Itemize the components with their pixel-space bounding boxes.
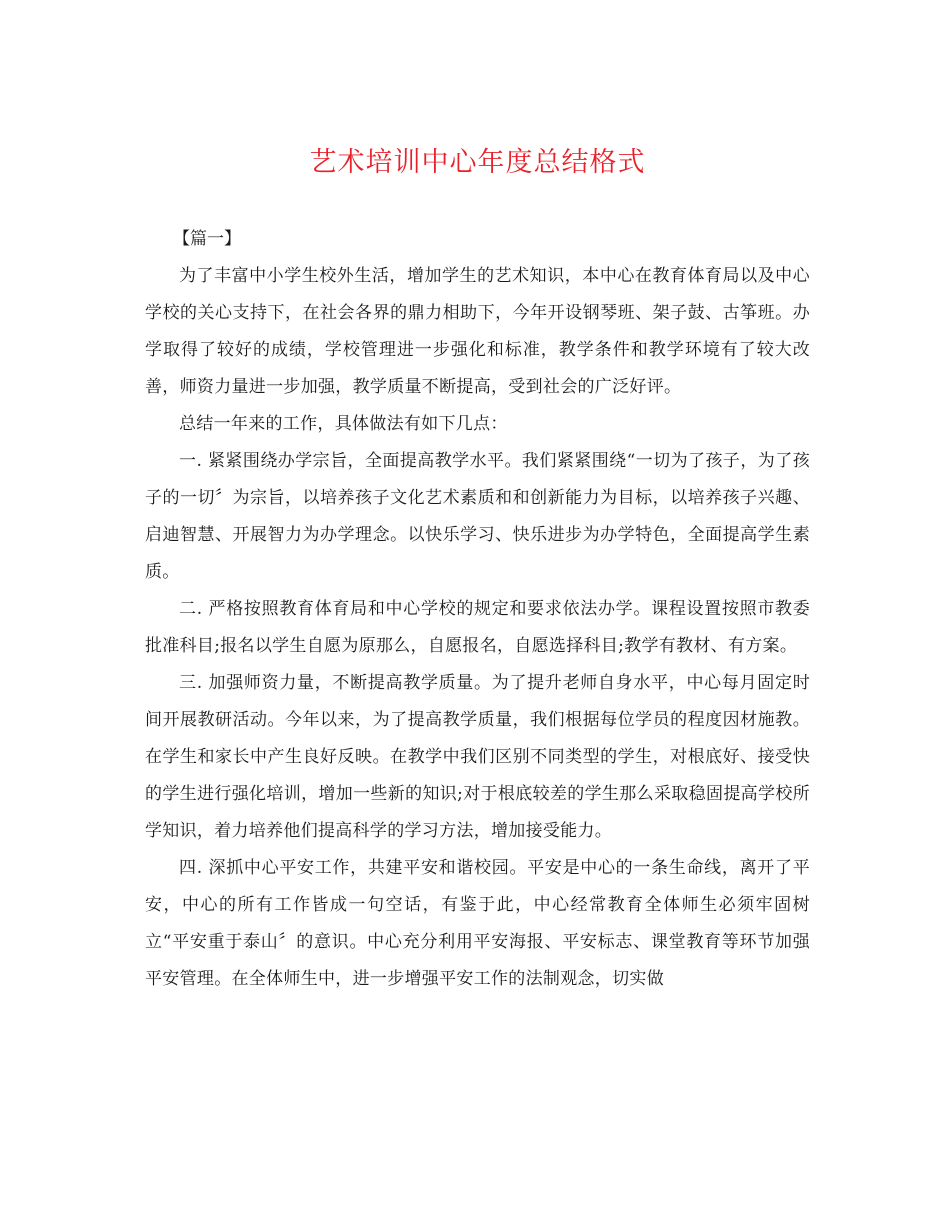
- paragraph-point-1: 一. 紧紧围绕办学宗旨，全面提高教学水平。我们紧紧围绕“一切为了孩子，为了孩子的一切〞为宗旨，以培养孩子文化艺术素质和和创新能力为目标，以培养孩子兴趣、启迪智慧、开展智力为办学理念。以快乐学习、快乐进步为办学特色，全面提高学生素质。: [145, 451, 810, 582]
- paragraph-summary-lead: 总结一年来的工作，具体做法有如下几点：: [179, 414, 508, 434]
- paragraph-point-4: 四. 深抓中心平安工作，共建平安和谐校园。平安是中心的一条生命线，离开了平安，中心的所有工作皆成一句空话，有鉴于此，中心经常教育全体师生必须牢固树立“平安重于泰山〞的意识。中心充分利用平安海报、平安标志、课堂教育等环节加强平安管理。在全体师生中，进一步增强平安工作的法制观念，切实做: [145, 858, 810, 989]
- paragraph-intro: 为了丰富中小学生校外生活，增加学生的艺术知识，本中心在教育体育局以及中心学校的关心支持下，在社会各界的鼎力相助下，今年开设钢琴班、架子鼓、古筝班。办学取得了较好的成绩，学校管理进一步强化和标准，教学条件和教学环境有了较大改善，师资力量进一步加强，教学质量不断提高，受到社会的广泛好评。: [145, 266, 810, 397]
- paragraph-point-3: 三. 加强师资力量，不断提高教学质量。为了提升老师自身水平，中心每月固定时间开展教研活动。今年以来，为了提高教学质量，我们根据每位学员的程度因材施教。在学生和家长中产生良好反映。在教学中我们区别不同类型的学生，对根底好、接受快的学生进行强化培训，增加一些新的知识;对于根底较差的学生那么采取稳固提高学校所学知识，着力培养他们提高科学的学习方法，增加接受能力。: [145, 673, 810, 841]
- document-title: 艺术培训中心年度总结格式: [309, 147, 646, 178]
- paragraph-point-2: 二. 严格按照教育体育局和中心学校的规定和要求依法办学。课程设置按照市教委批准科目;报名以学生自愿为原那么，自愿报名，自愿选择科目;教学有教材、有方案。: [145, 599, 810, 656]
- section-label: 【篇一】: [173, 229, 241, 249]
- document-page: [145, 140, 810, 998]
